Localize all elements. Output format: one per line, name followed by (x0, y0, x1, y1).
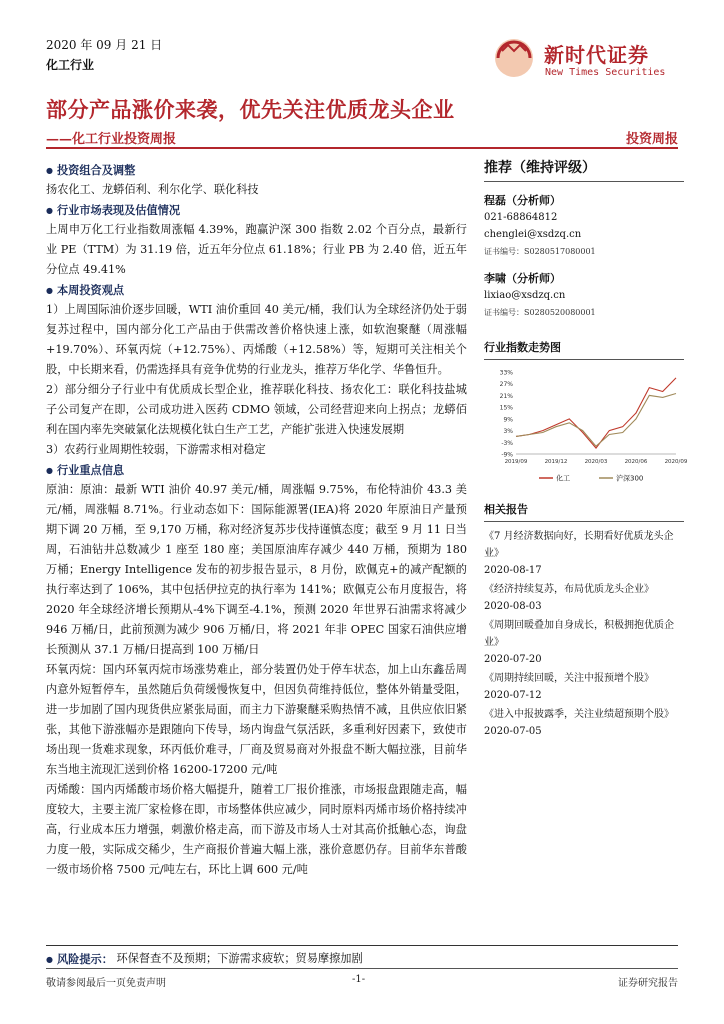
x-tick-label: 2020/03 (584, 459, 608, 465)
series-line-chem (516, 378, 676, 448)
sidebar (484, 160, 688, 742)
bullet-icon: ● (46, 465, 53, 475)
section-paragraph: 原油：原油：最新 WTI 油价 40.97 美元/桶，周涨幅 9.75%，布伦特油价 43.3 美元/桶，周涨幅 8.71%。行业动态如下：国际能源署(IEA)将 2020 年原油日产量预期下调 20 万桶，至 9,170 万桶，称对经济复苏步伐持谨慎态度；截至 9 月 11 日当周，石油钻井总数减少 1 座至 180 座；美国原油库存减少 440 万桶，预期为 180 万桶；Energy Intelligence 发布的初步报告显示，8 月份，欧佩克+的减产配额的执行率达到了 106%，其中包括伊拉克的执行率为 141%；欧佩克公布月度报告，将 2020 年全球经济增长预期从-4%下调至-4.1%，预测 2020 年世界石油需求将减少 946 万桶/日，此前预测为减少 906 万桶/日，将 2021 年非 OPEC 国家石油供应增长预测从 37.1 万桶/日提高到 100 万桶/日 (46, 483, 467, 656)
y-tick-label: 3% (503, 428, 513, 436)
report-type: 投资周报 (625, 132, 678, 147)
main-column (46, 160, 467, 880)
related-heading: 相关报告 (484, 503, 528, 516)
related-report-item[interactable]: 《经济持续复苏，布局优质龙头企业》 2020-08-03 (484, 584, 654, 612)
section-heading: ● 投资组合及调整 (46, 160, 467, 180)
report-title: 部分产品涨价来袭，优先关注优质龙头企业 (46, 97, 455, 122)
section-heading: ● 行业市场表现及估值情况 (46, 200, 467, 220)
company-logo (490, 35, 690, 85)
chart-heading: 行业指数走势图 (484, 341, 561, 354)
chart-svg (484, 366, 688, 491)
section-paragraph: 1）上周国际油价逐步回暖，WTI 油价重回 40 美元/桶，我们认为全球经济仍处于弱复苏过程中，国内部分化工产品由于供需改善价格快速上涨，如软泡聚醚（周涨幅+19.70%）、环氧丙烷（+12.75%）、丙烯酸（+12.58%）等，短期可关注相关个股，中长期来看，仍需选择具有竞争优势的行业龙头，推荐万华化学、华鲁恒升。 (46, 303, 467, 376)
chart-divider (484, 359, 684, 360)
related-reports (484, 528, 684, 740)
report-category: 证券研究报告 (618, 978, 678, 989)
page-number: -1- (352, 974, 366, 985)
analyst-email[interactable]: chenglei@xsdzq.cn (484, 229, 582, 240)
bullet-icon: ● (46, 285, 53, 295)
new-times-logo-icon (490, 37, 538, 79)
section-paragraph: 丙烯酸：国内丙烯酸市场价格大幅提升，随着工厂报价推涨，市场报盘跟随走高，幅度较大，主要主流厂家检修在即，市场整体供应减少，同时原料丙烯市场价格持续冲高，行业成本压力增强，刺激价格走高，而下游及市场人士对其高价抵触心态，询盘力度一般，实际成交稀少，生产商报价普遍大幅上涨，涨价意愿仍存。目前华东普酸一级市场价格 7500 元/吨左右，环比上调 600 元/吨 (46, 783, 467, 876)
y-tick-label: -3% (501, 439, 513, 447)
section-heading: ● 行业重点信息 (46, 460, 467, 480)
y-tick-label: 21% (499, 392, 513, 400)
section-paragraph: 扬农化工、龙蟒佰利、利尔化学、联化科技 (46, 183, 259, 196)
analyst-phone: 021-68864812 (484, 212, 558, 223)
related-report-item[interactable]: 《周期持续回暖，关注中报预增个股》 2020-07-12 (484, 673, 654, 701)
x-tick-label: 2020/09 (664, 459, 688, 465)
disclaimer-note: 敬请参阅最后一页免责声明 (46, 978, 166, 989)
legend-label: 沪深300 (616, 474, 644, 483)
risk-divider (46, 945, 678, 946)
x-tick-label: 2019/09 (504, 459, 528, 465)
industry-label: 化工行业 (46, 58, 95, 72)
related-report-item[interactable]: 《7 月经济数据向好，长期看好优质龙头企业》 2020-08-17 (484, 531, 674, 576)
x-tick-label: 2019/12 (544, 459, 568, 465)
analyst-name: 程磊（分析师） (484, 194, 561, 207)
report-date: 2020 年 09 月 21 日 (46, 38, 163, 52)
series-line-hs300 (516, 394, 676, 447)
index-trend-chart (484, 366, 688, 491)
risk-warning (46, 950, 678, 967)
risk-text: 环保督查不及预期；下游需求疲软；贸易摩擦加剧 (116, 952, 363, 965)
y-tick-label: -9% (501, 451, 513, 459)
bullet-icon: ● (46, 954, 53, 964)
x-tick-label: 2020/06 (624, 459, 648, 465)
footer-divider (46, 968, 678, 969)
rating-divider (484, 181, 684, 182)
logo-chinese: 新时代证券 (544, 43, 649, 67)
section-paragraph: 3）农药行业周期性较弱，下游需求相对稳定 (46, 443, 266, 456)
section-heading: ● 本周投资观点 (46, 280, 467, 300)
y-tick-label: 33% (499, 369, 513, 377)
header-divider (46, 147, 678, 149)
section-paragraph: 上周申万化工行业指数周涨幅 4.39%，跑赢沪深 300 指数 2.02 个百分点，最新行业 PE（TTM）为 31.19 倍，近五年分位点 61.18%；行业 PB 为 2.40 倍，近五年分位点 49.41% (46, 223, 468, 276)
risk-heading: ● 风险提示： (46, 952, 113, 966)
y-tick-label: 27% (499, 381, 513, 389)
section-paragraph: 环氧丙烷：国内环氧丙烷市场涨势难止，部分装置仍处于停车状态，加上山东鑫岳周内意外短暂停车，虽然随后负荷缓慢恢复中，但因负荷维持低位，整体外销量受阻，进一步加剧了国内现货供应紧张局面，而主力下游聚醚采购热情不减，且供应依旧紧张，其他下游涨幅亦是跟随向下传导，场内询盘气氛活跃，多重利好因素下，致使市场出现一货难求现象，环丙低价难寻，厂商及贸易商对外报盘不断大幅拉涨，目前华东当地主流现汇送到价格 16200-17200 元/吨 (46, 663, 467, 776)
bullet-icon: ● (46, 205, 53, 215)
y-tick-label: 9% (503, 416, 513, 424)
related-divider (484, 521, 684, 522)
analyst-name: 李啸（分析师） (484, 272, 561, 285)
section-paragraph: 2）部分细分子行业中有优质成长型企业，推荐联化科技、扬农化工：联化科技盐城子公司复产在即，公司成功进入医药 CDMO 领域，公司经营迎来向上拐点；龙蟒佰利在国内率先突破氯化法规模化钛白生产工艺，产能扩张进入快速发展期 (46, 383, 467, 436)
bullet-icon: ● (46, 165, 53, 175)
analyst-email[interactable]: lixiao@xsdzq.cn (484, 290, 566, 301)
analyst-cert: 证书编号：S0280520080001 (484, 308, 596, 317)
y-tick-label: 15% (499, 404, 513, 412)
rating: 推荐（维持评级） (484, 160, 596, 176)
related-report-item[interactable]: 《进入中报披露季，关注业绩超预期个股》 2020-07-05 (484, 709, 674, 737)
legend-label: 化工 (556, 474, 570, 483)
logo-english: New Times Securities (545, 67, 666, 78)
related-report-item[interactable]: 《周期回暖叠加自身成长，积极拥抱优质企业》 2020-07-20 (484, 620, 674, 665)
analyst-cert: 证书编号：S0280517080001 (484, 247, 596, 256)
report-subtitle: ——化工行业投资周报 (46, 132, 177, 147)
